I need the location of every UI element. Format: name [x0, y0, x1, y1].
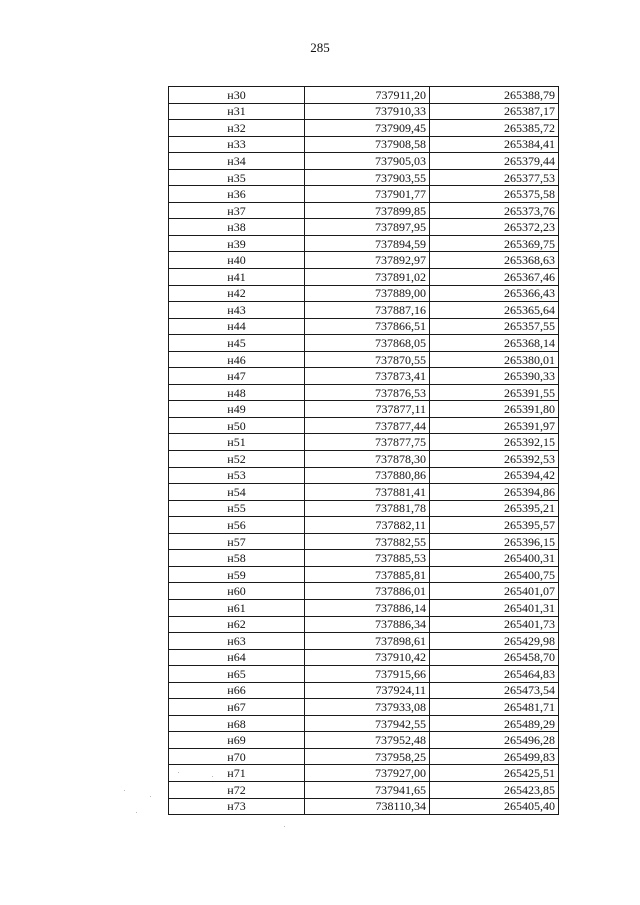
x-coordinate-cell: 737933,08 [305, 699, 430, 716]
coordinates-table [168, 86, 559, 815]
y-coordinate-cell: 265489,29 [430, 715, 559, 732]
point-label-cell: н54 [169, 484, 305, 501]
scan-speck [124, 790, 125, 791]
point-label-cell: н48 [169, 384, 305, 401]
table-row [169, 219, 559, 236]
x-coordinate-cell: 737889,00 [305, 285, 430, 302]
y-coordinate-cell: 265401,73 [430, 616, 559, 633]
point-label-cell: н53 [169, 467, 305, 484]
table-row [169, 633, 559, 650]
x-coordinate-cell: 737881,78 [305, 500, 430, 517]
y-coordinate-cell: 265400,75 [430, 566, 559, 583]
point-label-cell: н43 [169, 302, 305, 319]
x-coordinate-cell: 737886,34 [305, 616, 430, 633]
point-label-cell: н68 [169, 715, 305, 732]
table-row [169, 533, 559, 550]
y-coordinate-cell: 265458,70 [430, 649, 559, 666]
y-coordinate-cell: 265481,71 [430, 699, 559, 716]
y-coordinate-cell: 265385,72 [430, 120, 559, 137]
x-coordinate-cell: 737905,03 [305, 153, 430, 170]
table-row [169, 235, 559, 252]
table-row [169, 186, 559, 203]
point-label-cell: н33 [169, 136, 305, 153]
table-row [169, 616, 559, 633]
point-label-cell: н71 [169, 765, 305, 782]
y-coordinate-cell: 265425,51 [430, 765, 559, 782]
table-row [169, 434, 559, 451]
scan-speck [284, 826, 285, 827]
x-coordinate-cell: 737880,86 [305, 467, 430, 484]
table-row [169, 384, 559, 401]
y-coordinate-cell: 265392,53 [430, 451, 559, 468]
x-coordinate-cell: 737892,97 [305, 252, 430, 269]
scan-speck [212, 776, 213, 777]
x-coordinate-cell: 737903,55 [305, 169, 430, 186]
y-coordinate-cell: 265394,42 [430, 467, 559, 484]
table-row [169, 550, 559, 567]
x-coordinate-cell: 737882,55 [305, 533, 430, 550]
point-label-cell: н67 [169, 699, 305, 716]
y-coordinate-cell: 265369,75 [430, 235, 559, 252]
scan-speck [150, 796, 151, 797]
y-coordinate-cell: 265380,01 [430, 351, 559, 368]
y-coordinate-cell: 265366,43 [430, 285, 559, 302]
y-coordinate-cell: 265390,33 [430, 368, 559, 385]
y-coordinate-cell: 265464,83 [430, 666, 559, 683]
y-coordinate-cell: 265391,80 [430, 401, 559, 418]
y-coordinate-cell: 265405,40 [430, 798, 559, 815]
y-coordinate-cell: 265373,76 [430, 202, 559, 219]
x-coordinate-cell: 737897,95 [305, 219, 430, 236]
scan-speck [136, 812, 137, 813]
x-coordinate-cell: 737885,81 [305, 566, 430, 583]
point-label-cell: н70 [169, 748, 305, 765]
table-row [169, 351, 559, 368]
y-coordinate-cell: 265423,85 [430, 781, 559, 798]
y-coordinate-cell: 265377,53 [430, 169, 559, 186]
page-number: 285 [310, 40, 330, 55]
table-row [169, 781, 559, 798]
table-row [169, 732, 559, 749]
x-coordinate-cell: 737910,33 [305, 103, 430, 120]
coordinates-table-body [169, 87, 559, 815]
x-coordinate-cell: 737886,14 [305, 599, 430, 616]
y-coordinate-cell: 265357,55 [430, 318, 559, 335]
y-coordinate-cell: 265401,07 [430, 583, 559, 600]
x-coordinate-cell: 737873,41 [305, 368, 430, 385]
x-coordinate-cell: 737927,00 [305, 765, 430, 782]
y-coordinate-cell: 265384,41 [430, 136, 559, 153]
table-row [169, 285, 559, 302]
y-coordinate-cell: 265368,63 [430, 252, 559, 269]
x-coordinate-cell: 737958,25 [305, 748, 430, 765]
x-coordinate-cell: 737881,41 [305, 484, 430, 501]
point-label-cell: н31 [169, 103, 305, 120]
y-coordinate-cell: 265395,57 [430, 517, 559, 534]
point-label-cell: н57 [169, 533, 305, 550]
x-coordinate-cell: 737870,55 [305, 351, 430, 368]
y-coordinate-cell: 265368,14 [430, 335, 559, 352]
table-row [169, 599, 559, 616]
scan-speck [178, 772, 179, 773]
x-coordinate-cell: 737891,02 [305, 269, 430, 286]
table-row [169, 583, 559, 600]
point-label-cell: н72 [169, 781, 305, 798]
y-coordinate-cell: 265372,23 [430, 219, 559, 236]
x-coordinate-cell: 737877,11 [305, 401, 430, 418]
point-label-cell: н50 [169, 417, 305, 434]
y-coordinate-cell: 265387,17 [430, 103, 559, 120]
point-label-cell: н39 [169, 235, 305, 252]
y-coordinate-cell: 265473,54 [430, 682, 559, 699]
table-row [169, 335, 559, 352]
x-coordinate-cell: 737868,05 [305, 335, 430, 352]
x-coordinate-cell: 737909,45 [305, 120, 430, 137]
table-row [169, 682, 559, 699]
table-row [169, 451, 559, 468]
point-label-cell: н56 [169, 517, 305, 534]
table-row [169, 517, 559, 534]
table-row [169, 169, 559, 186]
y-coordinate-cell: 265496,28 [430, 732, 559, 749]
point-label-cell: н41 [169, 269, 305, 286]
table-row [169, 252, 559, 269]
table-row [169, 666, 559, 683]
point-label-cell: н59 [169, 566, 305, 583]
x-coordinate-cell: 737876,53 [305, 384, 430, 401]
point-label-cell: н51 [169, 434, 305, 451]
point-label-cell: н37 [169, 202, 305, 219]
x-coordinate-cell: 737894,59 [305, 235, 430, 252]
table-row [169, 748, 559, 765]
y-coordinate-cell: 265365,64 [430, 302, 559, 319]
x-coordinate-cell: 737886,01 [305, 583, 430, 600]
point-label-cell: н61 [169, 599, 305, 616]
point-label-cell: н45 [169, 335, 305, 352]
table-row [169, 401, 559, 418]
x-coordinate-cell: 737877,75 [305, 434, 430, 451]
table-row [169, 87, 559, 104]
point-label-cell: н73 [169, 798, 305, 815]
y-coordinate-cell: 265392,15 [430, 434, 559, 451]
y-coordinate-cell: 265401,31 [430, 599, 559, 616]
x-coordinate-cell: 737908,58 [305, 136, 430, 153]
x-coordinate-cell: 737941,65 [305, 781, 430, 798]
table-row [169, 103, 559, 120]
x-coordinate-cell: 737885,53 [305, 550, 430, 567]
y-coordinate-cell: 265395,21 [430, 500, 559, 517]
x-coordinate-cell: 737911,20 [305, 87, 430, 104]
point-label-cell: н62 [169, 616, 305, 633]
table-row [169, 649, 559, 666]
point-label-cell: н35 [169, 169, 305, 186]
x-coordinate-cell: 737915,66 [305, 666, 430, 683]
table-row [169, 467, 559, 484]
x-coordinate-cell: 737952,48 [305, 732, 430, 749]
table-row [169, 269, 559, 286]
table-row [169, 566, 559, 583]
y-coordinate-cell: 265429,98 [430, 633, 559, 650]
point-label-cell: н55 [169, 500, 305, 517]
x-coordinate-cell: 737901,77 [305, 186, 430, 203]
table-row [169, 500, 559, 517]
x-coordinate-cell: 737878,30 [305, 451, 430, 468]
table-row [169, 715, 559, 732]
x-coordinate-cell: 737882,11 [305, 517, 430, 534]
point-label-cell: н69 [169, 732, 305, 749]
table-row [169, 368, 559, 385]
x-coordinate-cell: 737866,51 [305, 318, 430, 335]
point-label-cell: н46 [169, 351, 305, 368]
point-label-cell: н65 [169, 666, 305, 683]
point-label-cell: н66 [169, 682, 305, 699]
point-label-cell: н44 [169, 318, 305, 335]
table-row [169, 202, 559, 219]
point-label-cell: н32 [169, 120, 305, 137]
y-coordinate-cell: 265400,31 [430, 550, 559, 567]
x-coordinate-cell: 737898,61 [305, 633, 430, 650]
point-label-cell: н49 [169, 401, 305, 418]
y-coordinate-cell: 265396,15 [430, 533, 559, 550]
point-label-cell: н63 [169, 633, 305, 650]
y-coordinate-cell: 265388,79 [430, 87, 559, 104]
table-row [169, 302, 559, 319]
point-label-cell: н38 [169, 219, 305, 236]
point-label-cell: н47 [169, 368, 305, 385]
table-row [169, 120, 559, 137]
x-coordinate-cell: 737899,85 [305, 202, 430, 219]
y-coordinate-cell: 265391,55 [430, 384, 559, 401]
table-row [169, 798, 559, 815]
table-row [169, 699, 559, 716]
x-coordinate-cell: 737924,11 [305, 682, 430, 699]
table-row [169, 153, 559, 170]
y-coordinate-cell: 265394,86 [430, 484, 559, 501]
table-row [169, 765, 559, 782]
y-coordinate-cell: 265375,58 [430, 186, 559, 203]
y-coordinate-cell: 265379,44 [430, 153, 559, 170]
y-coordinate-cell: 265367,46 [430, 269, 559, 286]
point-label-cell: н58 [169, 550, 305, 567]
y-coordinate-cell: 265391,97 [430, 417, 559, 434]
x-coordinate-cell: 737942,55 [305, 715, 430, 732]
table-row [169, 318, 559, 335]
point-label-cell: н40 [169, 252, 305, 269]
point-label-cell: н30 [169, 87, 305, 104]
point-label-cell: н36 [169, 186, 305, 203]
point-label-cell: н60 [169, 583, 305, 600]
x-coordinate-cell: 737887,16 [305, 302, 430, 319]
y-coordinate-cell: 265499,83 [430, 748, 559, 765]
point-label-cell: н34 [169, 153, 305, 170]
x-coordinate-cell: 738110,34 [305, 798, 430, 815]
x-coordinate-cell: 737877,44 [305, 417, 430, 434]
point-label-cell: н64 [169, 649, 305, 666]
table-row [169, 484, 559, 501]
point-label-cell: н42 [169, 285, 305, 302]
table-row [169, 417, 559, 434]
table-row [169, 136, 559, 153]
point-label-cell: н52 [169, 451, 305, 468]
x-coordinate-cell: 737910,42 [305, 649, 430, 666]
